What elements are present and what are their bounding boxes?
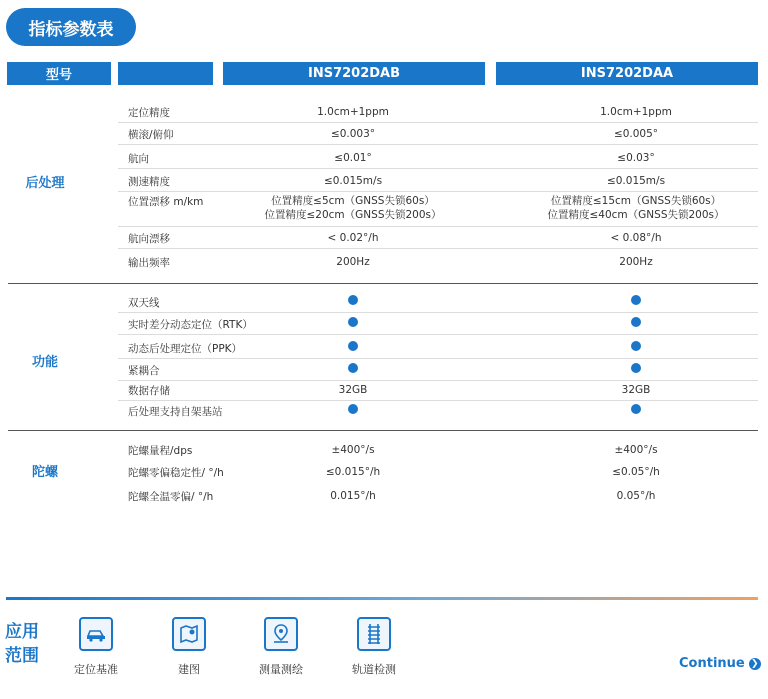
- table-row: [118, 337, 758, 359]
- value-daa: [501, 295, 768, 309]
- value-dab: [218, 341, 488, 355]
- chevron-right-icon: ❯: [749, 658, 761, 670]
- header-model-dab: INS7202DAB: [223, 62, 485, 85]
- value-daa: ≤0.05°/h: [612, 466, 660, 478]
- table-row: [118, 461, 758, 482]
- application-item-surveying[interactable]: [236, 617, 326, 677]
- supported-dot-icon: [348, 341, 358, 351]
- row-label: 陀螺量程/dps: [128, 445, 193, 457]
- table-row: [118, 170, 758, 192]
- value-daa: ≤0.005°: [613, 128, 659, 140]
- row-label: 陀螺零偏稳定性/ °/h: [128, 467, 224, 479]
- value-dab: [218, 317, 488, 331]
- table-row: [118, 190, 758, 227]
- category-gyroscope: 陀螺: [31, 465, 58, 480]
- value-daa: ≤0.015m/s: [606, 175, 666, 187]
- value-daa: [501, 341, 768, 355]
- railway-track-icon: [357, 617, 391, 651]
- supported-dot-icon: [631, 341, 641, 351]
- value-dab: ±400°/s: [331, 444, 375, 456]
- value-daa: [501, 317, 768, 331]
- supported-dot-icon: [348, 295, 358, 305]
- application-label: 建图: [178, 663, 200, 676]
- value-dab: 0.015°/h: [330, 490, 376, 502]
- page-title: 指标参数表: [6, 8, 136, 46]
- table-row: [118, 359, 758, 381]
- table-row: [118, 101, 758, 123]
- value-dab: 32GB: [338, 384, 368, 396]
- application-item-mapping[interactable]: [144, 617, 234, 677]
- row-label: 实时差分动态定位（RTK）: [128, 319, 253, 331]
- table-row: [118, 291, 758, 313]
- header-blank: [118, 62, 213, 85]
- supported-dot-icon: [631, 317, 641, 327]
- car-icon: [79, 617, 113, 651]
- application-divider: [6, 597, 758, 600]
- continue-link[interactable]: [679, 656, 761, 671]
- application-title-line: 范围: [5, 646, 39, 666]
- row-label: 后处理支持自架基站: [128, 406, 223, 418]
- value-daa: 0.05°/h: [616, 490, 656, 502]
- supported-dot-icon: [348, 404, 358, 414]
- application-item-railway[interactable]: [329, 617, 419, 677]
- row-label: 紧耦合: [128, 365, 160, 377]
- row-label: 航向: [128, 153, 149, 165]
- application-title: [5, 620, 39, 668]
- supported-dot-icon: [348, 317, 358, 327]
- table-row: [118, 379, 758, 401]
- table-row: [118, 147, 758, 169]
- header-model-label: 型号: [7, 62, 111, 85]
- group-divider: [8, 283, 758, 284]
- value-daa: ±400°/s: [614, 444, 658, 456]
- value-dab: ≤0.01°: [334, 152, 372, 164]
- table-row: [118, 227, 758, 249]
- value-line: 位置精度≤15cm（GNSS失锁60s）: [550, 195, 722, 207]
- value-dab: [218, 363, 488, 377]
- supported-dot-icon: [631, 363, 641, 373]
- value-dab: 200Hz: [336, 256, 370, 268]
- value-daa: 200Hz: [619, 256, 653, 268]
- value-dab: < 0.02°/h: [327, 232, 379, 244]
- application-title-line: 应用: [5, 622, 39, 642]
- location-pin-icon: [264, 617, 298, 651]
- value-daa: < 0.08°/h: [610, 232, 662, 244]
- table-row: [118, 313, 758, 335]
- supported-dot-icon: [631, 295, 641, 305]
- value-daa: [501, 194, 768, 222]
- application-label: 定位基准: [74, 663, 118, 676]
- value-line: 位置精度≤40cm（GNSS失锁200s）: [547, 209, 725, 221]
- category-functions: 功能: [31, 355, 58, 370]
- table-row: [118, 400, 758, 421]
- value-daa: 1.0cm+1ppm: [600, 106, 672, 118]
- group-divider: [8, 430, 758, 431]
- row-label: 输出频率: [128, 257, 170, 269]
- continue-label: Continue: [679, 656, 745, 671]
- row-label: 航向漂移: [128, 233, 170, 245]
- row-label: 测速精度: [128, 176, 170, 188]
- map-icon: [172, 617, 206, 651]
- row-label: 双天线: [128, 297, 160, 309]
- value-dab: ≤0.003°: [330, 128, 376, 140]
- application-label: 轨道检测: [352, 663, 396, 676]
- application-item-positioning[interactable]: [51, 617, 141, 677]
- row-label: 数据存储: [128, 385, 170, 397]
- value-dab: ≤0.015°/h: [325, 466, 381, 478]
- value-dab: ≤0.015m/s: [323, 175, 383, 187]
- header-model-daa: INS7202DAA: [496, 62, 758, 85]
- supported-dot-icon: [348, 363, 358, 373]
- table-row: [118, 485, 758, 506]
- value-line: 位置精度≤20cm（GNSS失锁200s）: [264, 209, 442, 221]
- category-post-processing: 后处理: [25, 176, 65, 191]
- table-row: [118, 123, 758, 145]
- row-label: 横滚/俯仰: [128, 129, 174, 141]
- value-dab: 1.0cm+1ppm: [317, 106, 389, 118]
- row-label: 动态后处理定位（PPK）: [128, 343, 243, 355]
- value-daa: ≤0.03°: [617, 152, 655, 164]
- supported-dot-icon: [631, 404, 641, 414]
- value-line: 位置精度≤5cm（GNSS失锁60s）: [271, 195, 435, 207]
- value-daa: [501, 363, 768, 377]
- table-row: [118, 439, 758, 460]
- row-label: 陀螺全温零偏/ °/h: [128, 491, 214, 503]
- value-daa: [501, 404, 768, 418]
- value-dab: [218, 404, 488, 418]
- row-label: 定位精度: [128, 107, 170, 119]
- value-dab: [218, 194, 488, 222]
- value-dab: [218, 295, 488, 309]
- table-row: [118, 251, 758, 272]
- row-label: 位置漂移 m/km: [128, 196, 204, 208]
- application-label: 测量测绘: [259, 663, 303, 676]
- value-daa: 32GB: [621, 384, 651, 396]
